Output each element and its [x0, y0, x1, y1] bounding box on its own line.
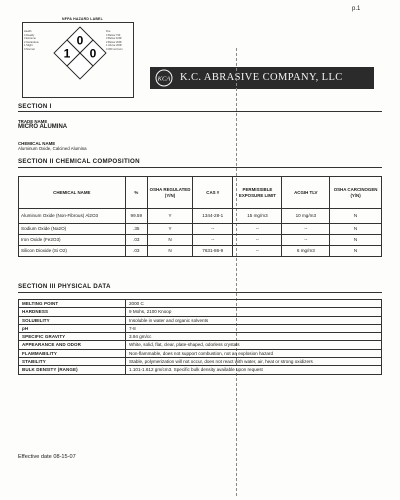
property-value: 7-8 [126, 324, 382, 332]
table-cell: 10 mg/m3 [282, 209, 330, 224]
property-name: BULK DENSITY (RANGE) [19, 366, 126, 374]
nfpa-health-legend [24, 30, 48, 52]
section1-rule [18, 111, 382, 112]
table-cell: Y [147, 224, 192, 235]
table-cell: 7631-86-9 [193, 246, 233, 257]
nfpa-diamond [53, 26, 107, 80]
nfpa-legend-line: 2 Below 200F [106, 40, 122, 44]
column-header: ACGIH TLV [282, 177, 330, 209]
table-cell: .03 [125, 235, 147, 246]
table-row [19, 333, 382, 341]
nfpa-label-title: NFPA HAZARD LABEL [62, 17, 103, 21]
table-cell: N [330, 209, 382, 224]
property-value: Insoluble in water and organic solvents [126, 316, 382, 324]
property-value: Stable, polymerization will not occur, does not react with water, air, heat or strong oxidizers [126, 358, 382, 366]
table-row [19, 308, 382, 316]
nfpa-legend-line: 2 Hazardous [24, 40, 39, 44]
table-cell: 15 mg/m3 [233, 209, 282, 224]
property-value: White, solid, flat, clear, plate-shaped, odorless crystals [126, 341, 382, 349]
table-cell: N [147, 235, 192, 246]
table-cell: Y [147, 209, 192, 224]
nfpa-legend-line: 4 Below 73F [106, 33, 121, 37]
table-cell: .35 [125, 224, 147, 235]
column-header: PERMISSIBLE EXPOSURE LIMIT [233, 177, 282, 209]
property-name: pH [19, 324, 126, 332]
section3-title: SECTION III PHYSICAL DATA [18, 283, 111, 290]
nfpa-legend-line: 1 Slight [24, 44, 33, 48]
table-cell: N [330, 246, 382, 257]
table-row [19, 246, 382, 257]
property-name: STABILITY [19, 358, 126, 366]
nfpa-legend-line: 0 Normal [24, 47, 35, 51]
table-cell: -- [193, 235, 233, 246]
nfpa-legend-line: Health [24, 30, 32, 33]
property-value: 9 Mohs, 2100 Knoop [126, 308, 382, 316]
nfpa-reactivity-value: 0 [89, 46, 97, 61]
nfpa-legend-line: 4 Deadly [24, 33, 35, 37]
effective-date: Effective date 08-15-07 [18, 454, 76, 460]
property-name: FLAMMABILITY [19, 349, 126, 357]
table-row [19, 358, 382, 366]
table-cell: .03 [125, 246, 147, 257]
column-header: OSHA CARCINOGEN (Y/N) [330, 177, 382, 209]
table-cell: -- [233, 224, 282, 235]
column-header: % [125, 177, 147, 209]
property-value: 1.101-1.612 gm/cm3. Specific bulk density available upon request [126, 366, 382, 374]
table-row [19, 366, 382, 374]
company-name: K.C. ABRASIVE COMPANY, LLC [180, 72, 343, 83]
physical-data-table [18, 299, 382, 375]
fold-line [236, 48, 237, 496]
table-cell: Silicon Dioxide (Si O2) [19, 246, 126, 257]
table-header-row [19, 177, 382, 209]
company-logo-letters: KCA [157, 75, 171, 83]
nfpa-legend-line: 0 Will not burn [106, 47, 123, 51]
table-cell: -- [282, 224, 330, 235]
property-name: SOLUBILITY [19, 316, 126, 324]
property-value: 2000 C [126, 300, 382, 308]
nfpa-fire-legend [106, 30, 130, 52]
table-cell: Iron Oxide (Fe2O3) [19, 235, 126, 246]
nfpa-flammability-value: 0 [76, 33, 84, 48]
column-header: CAS # [193, 177, 233, 209]
section1-title: SECTION I [18, 103, 52, 110]
property-name: APPEARANCE AND ODOR [19, 341, 126, 349]
section2-title: SECTION II CHEMICAL COMPOSITION [18, 158, 140, 165]
table-cell: Sodium Oxide (Na2O) [19, 224, 126, 235]
table-row [19, 209, 382, 224]
table-cell: -- [282, 235, 330, 246]
table-row [19, 341, 382, 349]
section3-rule [18, 292, 382, 293]
table-cell: N [330, 224, 382, 235]
property-value: Non-flammable, does not support combustion, not an explosion hazard [126, 349, 382, 357]
property-value: 3.94 gm/cc [126, 333, 382, 341]
chemical-composition-table [18, 176, 382, 257]
nfpa-legend-line: 1 Above 200F [106, 44, 123, 48]
column-header: CHEMICAL NAME [19, 177, 126, 209]
page-number: p.1 [352, 6, 361, 12]
table-row [19, 235, 382, 246]
table-cell: 1344-28-1 [193, 209, 233, 224]
nfpa-legend-line: Fire [106, 30, 111, 33]
nfpa-legend-line: 3 Below 100F [106, 37, 122, 41]
table-cell: 6 mg/m3 [282, 246, 330, 257]
table-row [19, 324, 382, 332]
table-cell: Aluminum Oxide (Non-Fibrous) Al2O3 [19, 209, 126, 224]
trade-name-label: TRADE NAME [18, 119, 48, 124]
column-header: OSHA REGULATED (Y/N) [147, 177, 192, 209]
table-cell: N [330, 235, 382, 246]
trade-name-value: MICRO ALUMINA [18, 124, 68, 130]
company-logo-icon [155, 69, 173, 87]
property-name: SPECIFIC GRAVITY [19, 333, 126, 341]
table-cell: -- [233, 235, 282, 246]
table-row [19, 349, 382, 357]
property-name: HARDNESS [19, 308, 126, 316]
nfpa-legend-line: 3 Extreme [24, 37, 36, 41]
table-row [19, 316, 382, 324]
chemical-name-label: CHEMICAL NAME [18, 141, 56, 146]
table-row [19, 300, 382, 308]
property-name: MELTING POINT [19, 300, 126, 308]
table-cell: -- [193, 224, 233, 235]
table-cell: N [147, 246, 192, 257]
section2-rule [18, 167, 382, 168]
table-cell: -- [233, 246, 282, 257]
nfpa-health-value: 1 [63, 46, 71, 61]
chemical-name-value: Aluminum Oxide, Calcined Alumina [18, 146, 87, 151]
table-cell: 99.59 [125, 209, 147, 224]
table-row [19, 224, 382, 235]
company-banner [150, 67, 374, 89]
